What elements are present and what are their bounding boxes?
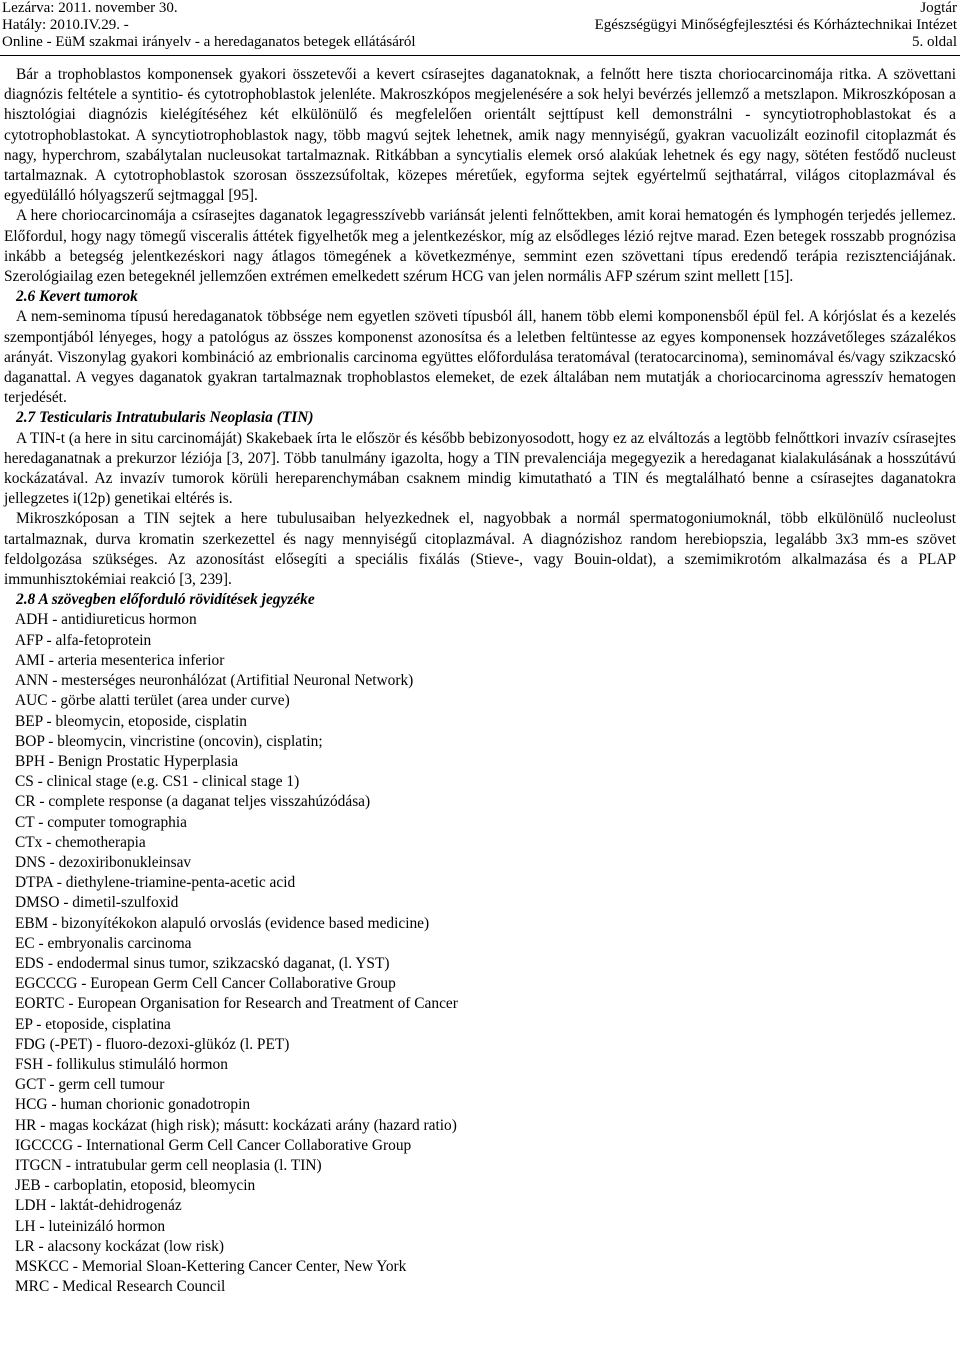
document-body [0, 65, 960, 1297]
abbreviation-item: GCT - germ cell tumour [15, 1076, 165, 1094]
paragraph-choriocarcinoma-clinical: A here choriocarcinomája a csírasejtes daganatok legagresszívebb variánsát jelenti felnőttekben, amit korai hematogén és lymphogén terjedés jellemez. Előfordul, hogy nagy tömegű visceralis áttétek figyelhetők meg a jelentkezéskor, míg az elsődleges lézió rejtve marad. Ezen betegek rosszabb prognózisa inkább a betegség jelentkezéskori nagy átlagos tömegének a következménye, semmint ezen szövettani típus eredendő terápia rezisztenciájának. Szerológiailag ezen betegeknél jellemzően extrémen emelkedett szérum HCG van jelen normális AFP szérum szint mellett [15]. [4, 207, 956, 286]
abbreviation-item: CT - computer tomographia [15, 813, 187, 831]
abbreviation-item: LH - luteinizáló hormon [15, 1217, 166, 1235]
header-page-number: 5. oldal [912, 34, 957, 50]
abbreviation-item: ANN - mesterséges neuronhálózat (Artifitial Neuronal Network) [15, 672, 414, 690]
abbreviation-item: AUC - görbe alatti terület (area under curve) [15, 692, 290, 710]
abbreviation-item: DNS - dezoxiribonukleinsav [15, 853, 192, 871]
abbreviation-item: HCG - human chorionic gonadotropin [15, 1096, 251, 1114]
abbreviation-item: FDG (-PET) - fluoro-dezoxi-glükóz (l. PET) [15, 1035, 290, 1053]
paragraph-choriocarcinoma-histology: Bár a trophoblastos komponensek gyakori összetevői a kevert csírasejtes daganatoknak, a felnőtt here tiszta choriocarcinomája ritka. A szövettani diagnózis feltétele a syntitio- és cytotrophoblastok jelenléte. Makroszkópos megjelenésére a sok helyi bevérzés jellemző a metszlapon. Mikroszkóposan a hisztológiai diagnózis kielégítéséhez két elkülönülő és megfelelően orientált sejttípust kell demonstrálni - syncytiotrophoblastokat és a cytotrophoblastokat. A syncytiotrophoblastok nagy, több magvú sejtek lehetnek, amik nagy mennyiségű, gyakran vacuolizált eozinofil citoplazmát és nagy, hyperchrom, szabálytalan nucleusokat tartalmaznak. Ritkábban a syncytialis elemek orsó alakúak lehetnek és egy nagy, sötéten festődő nucleust tartalmaznak. A cytotrophoblastok szorosan összezsúfoltak, közepes méretűek, egyforma sejtek egyértelmű sejthatárral, világos citoplazmával és egyedülálló hólyagszerű sejtmaggal [95]. [4, 66, 956, 205]
abbreviation-item: ITGCN - intratubular germ cell neoplasia (l. TIN) [15, 1156, 322, 1174]
header-right [595, 0, 957, 51]
header-institute: Egészségügyi Minőségfejlesztési és Kórháztechnikai Intézet [594, 17, 957, 33]
section-heading-2-6: 2.6 Kevert tumorok [16, 288, 138, 306]
abbreviation-item: DMSO - dimetil-szulfoxid [15, 894, 179, 912]
abbreviation-item: JEB - carboplatin, etoposid, bleomycin [15, 1177, 256, 1195]
paragraph-tin-intro: A TIN-t (a here in situ carcinomáját) Skakebaek írta le először és később bebizonyosodott, hogy ez az elváltozás a legtöbb felnőttkori invazív csírasejtes heredaganatnak a prekurzor léziója [3, 207]. Több tanulmány igazolta, hogy a TIN prevalenciája megegyezik a heredaganat kialakulásának a hosszútávú kockázatával. Az invazív tumorok körüli hereparenchymában csaknem mindig kimutatható a TIN és megtalálható benne a csírasejtes daganatokra jellegzetes i(12p) genetikai eltérés is. [4, 429, 956, 508]
abbreviation-item: BEP - bleomycin, etoposide, cisplatin [15, 712, 247, 730]
abbreviation-item: DTPA - diethylene-triamine-penta-acetic acid [15, 874, 296, 892]
abbreviation-item: EBM - bizonyítékokon alapuló orvoslás (evidence based medicine) [15, 914, 430, 932]
paragraph-mixed-tumors: A nem-seminoma típusú heredaganatok többsége nem egyetlen szöveti típusból áll, hanem több elemi komponensből épül fel. A kórjóslat és a kezelés szempontjából lényeges, hogy a patológus az összes komponenst azonosítsa és a leletben feltüntesse az egyes komponensek hozzávetőleges százalékos arányát. Viszonylag gyakori kombináció az embrionalis carcinoma együttes előfordulása teratomával (teratocarcinoma), seminomával és/vagy szikzacskó daganattal. A vegyes daganatok gyakran tartalmaznak trophoblastos elemeket, de ezek általában nem mutatják a choriocarcinoma agresszív hematogen terjedését. [4, 308, 956, 407]
section-heading-2-8: 2.8 A szövegben előforduló rövidítések jegyzéke [16, 591, 315, 609]
abbreviation-item: EDS - endodermal sinus tumor, szikzacskó daganat, (l. YST) [15, 954, 390, 972]
abbreviation-item: FSH - follikulus stimuláló hormon [15, 1055, 228, 1073]
abbreviation-list [0, 610, 960, 1297]
paragraph-tin-microscopy: Mikroszkóposan a TIN sejtek a here tubulusaiban helyezkednek el, nagyobbak a normál spermatogoniumoknál, több elkülönülő nucleolust tartalmaznak, durva kromatin szerkezettel és nagy mennyiségű citoplazmával. A diagnózishoz random herebiopszia, legalább 3x3 mm-es szövet feldolgozása szükséges. Az azonosítást elősegíti a speciális fixálás (Stieve-, vagy Bouin-oldat), a szemimikrotóm alkalmazása és a PLAP immunhisztokémiai reakció [3, 239]. [4, 510, 956, 589]
header-divider [0, 55, 960, 56]
abbreviation-item: BOP - bleomycin, vincristine (oncovin), cisplatin; [15, 732, 323, 750]
header-effective-date: Hatály: 2010.IV.29. - [2, 17, 129, 33]
abbreviation-item: ADH - antidiureticus hormon [15, 611, 197, 629]
abbreviation-item: AMI - arteria mesenterica inferior [15, 651, 225, 669]
abbreviation-item: LDH - laktát-dehidrogenáz [15, 1197, 182, 1215]
abbreviation-item: EORTC - European Organisation for Research and Treatment of Cancer [15, 995, 458, 1013]
header-closed-date: Lezárva: 2011. november 30. [2, 0, 178, 16]
abbreviation-item: BPH - Benign Prostatic Hyperplasia [15, 752, 239, 770]
abbreviation-item: IGCCCG - International Germ Cell Cancer Collaborative Group [15, 1136, 412, 1154]
section-heading-2-7: 2.7 Testicularis Intratubularis Neoplasia (TIN) [16, 409, 314, 427]
abbreviation-item: EGCCCG - European Germ Cell Cancer Collaborative Group [15, 975, 396, 993]
abbreviation-item: MSKCC - Memorial Sloan-Kettering Cancer Center, New York [15, 1257, 407, 1275]
header-source: Jogtár [920, 0, 957, 16]
abbreviation-item: CR - complete response (a daganat teljes visszahúzódása) [15, 793, 371, 811]
abbreviation-item: MRC - Medical Research Council [15, 1278, 226, 1296]
abbreviation-item: CS - clinical stage (e.g. CS1 - clinical stage 1) [15, 773, 300, 791]
abbreviation-item: EC - embryonalis carcinoma [15, 934, 192, 952]
abbreviation-item: CTx - chemotherapia [15, 833, 146, 851]
abbreviation-item: HR - magas kockázat (high risk); másutt: kockázati arány (hazard ratio) [15, 1116, 457, 1134]
header-left [2, 0, 416, 51]
abbreviation-item: LR - alacsony kockázat (low risk) [15, 1237, 224, 1255]
abbreviation-item: AFP - alfa-fetoprotein [15, 631, 152, 649]
abbreviation-item: EP - etoposide, cisplatina [15, 1015, 171, 1033]
header-document-title: Online - EüM szakmai irányelv - a heredaganatos betegek ellátásáról [2, 34, 416, 50]
page-header [0, 0, 960, 60]
